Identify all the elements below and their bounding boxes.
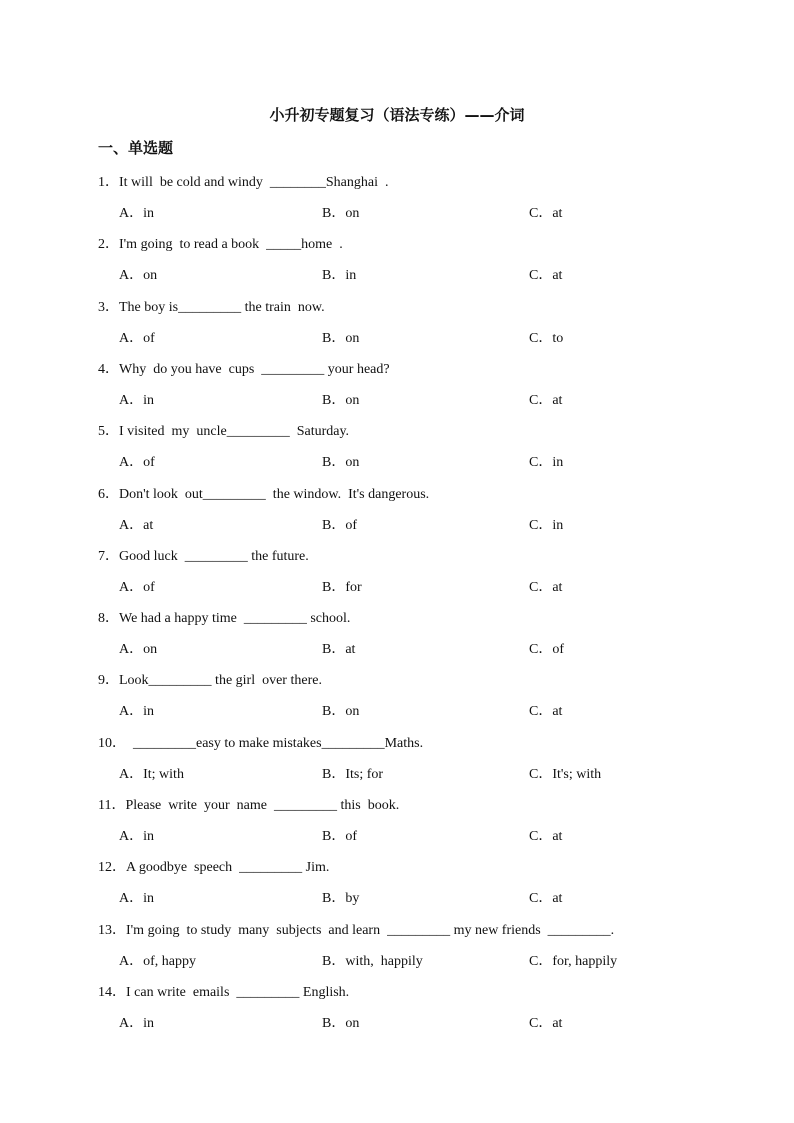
option-a[interactable]: A．of — [119, 455, 155, 471]
option-c[interactable]: C．in — [529, 455, 564, 471]
question-text: 9．Look_________ the girl over there. — [98, 673, 322, 689]
option-c[interactable]: C．at — [529, 392, 563, 408]
option-c[interactable]: C．at — [529, 829, 563, 844]
option-b[interactable]: B．in — [322, 268, 357, 284]
option-b[interactable]: B．of — [322, 517, 357, 533]
option-b[interactable]: B．on — [322, 455, 360, 471]
option-a[interactable]: A．in — [119, 206, 154, 221]
option-c[interactable]: C．of — [529, 642, 564, 658]
question-text: 5．I visited my uncle_________ Saturday. — [98, 424, 350, 440]
question-text: 12．A goodbye speech _________ Jim. — [98, 860, 330, 876]
option-b[interactable]: B．on — [322, 704, 360, 720]
option-c[interactable]: C．It's; with — [529, 766, 602, 782]
option-b[interactable]: B．on — [322, 392, 360, 408]
question-text: 6．Don't look out_________ the window. It's dangerous. — [98, 486, 430, 502]
option-c[interactable]: C．at — [529, 268, 563, 284]
option-b[interactable]: B．on — [322, 1015, 360, 1031]
option-c[interactable]: C．at — [529, 206, 563, 221]
option-c[interactable]: C．to — [529, 330, 564, 346]
option-b[interactable]: B．on — [322, 206, 360, 221]
option-c[interactable]: C．in — [529, 517, 564, 533]
option-c[interactable]: C．at — [529, 891, 563, 907]
option-a[interactable]: A．in — [119, 891, 154, 907]
option-b[interactable]: B．Its; for — [322, 766, 384, 782]
option-a[interactable]: A．of — [119, 330, 155, 346]
option-c[interactable]: C．for, happily — [529, 953, 618, 969]
page-title: 小升初专题复习（语法专练）——介词 — [269, 106, 525, 124]
question-text: 11．Please write your name _________ this book. — [98, 798, 400, 813]
option-b[interactable]: B．of — [322, 829, 357, 844]
question-text: 3．The boy is_________ the train now. — [98, 299, 325, 315]
question-text: 2．I'm going to read a book _____home . — [98, 237, 343, 253]
question-text: 7．Good luck _________ the future. — [98, 548, 309, 564]
option-c[interactable]: C．at — [529, 579, 563, 595]
option-a[interactable]: A．in — [119, 392, 154, 408]
option-a[interactable]: A．of — [119, 579, 155, 595]
question-text: 14．I can write emails _________ English. — [98, 984, 350, 1000]
question-text: 10． _________easy to make mistakes_________Maths. — [98, 735, 424, 751]
question-text: 13．I'm going to study many subjects and learn _________ my new friends _________. — [98, 922, 615, 938]
option-b[interactable]: B．with, happily — [322, 953, 423, 969]
option-a[interactable]: A．of, happy — [119, 953, 196, 969]
option-b[interactable]: B．on — [322, 330, 360, 346]
question-text: 1．It will be cold and windy ________Shanghai . — [98, 175, 389, 190]
option-c[interactable]: C．at — [529, 704, 563, 720]
question-text: 4．Why do you have cups _________ your head? — [98, 361, 390, 377]
option-a[interactable]: A．in — [119, 704, 154, 720]
option-b[interactable]: B．at — [322, 642, 356, 658]
option-a[interactable]: A．It; with — [119, 766, 184, 782]
option-a[interactable]: A．at — [119, 517, 154, 533]
question-text: 8．We had a happy time _________ school. — [98, 611, 351, 627]
option-a[interactable]: A．on — [119, 268, 158, 284]
option-a[interactable]: A．on — [119, 642, 158, 658]
section-heading: 一、单选题 — [98, 139, 174, 157]
option-b[interactable]: B．for — [322, 579, 362, 595]
option-b[interactable]: B．by — [322, 891, 360, 907]
option-a[interactable]: A．in — [119, 1015, 154, 1031]
option-a[interactable]: A．in — [119, 829, 154, 844]
option-c[interactable]: C．at — [529, 1015, 563, 1031]
